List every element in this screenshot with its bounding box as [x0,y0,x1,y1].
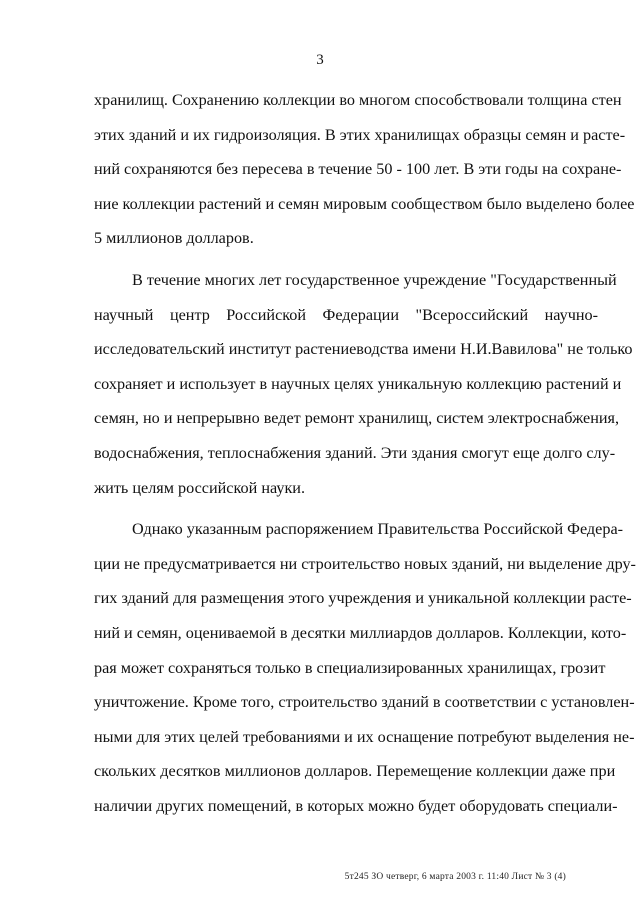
text-line: рая может сохраняться только в специализированных хранилищах, грозит [94,658,606,677]
body-text [94,83,636,823]
text-line: хранилищ. Сохранению коллекции во многом способствовали толщина стен [94,91,622,109]
text-line: ние коллекции растений и семян мировым сообществом было выделено более [94,194,635,213]
text-line: В течение многих лет государственное учреждение "Государственный [132,270,617,289]
print-footer: 5т245 ЗО четверг, 6 марта 2003 г. 11:40 Лист № 3 (4) [344,872,566,882]
text-line: научный центр Российской Федерации "Всероссийский научно- [94,305,598,324]
paragraph [94,512,636,823]
text-line: ции не предусматривается ни строительство новых зданий, ни выделение дру- [94,554,636,573]
text-line: исследовательский институт растениеводства имени Н.И.Вавилова" не только [94,340,633,359]
text-line: Однако указанным распоряжением Правительства Российской Федера- [132,520,624,539]
paragraph [94,83,635,256]
text-line: ными для этих целей требованиями и их оснащение потребуют выделения не- [94,727,635,746]
text-line: жить целям российской науки. [94,478,306,497]
text-line: ний сохраняются без пересева в течение 50 - 100 лет. В эти годы на сохране- [94,160,622,179]
text-line: этих зданий и их гидроизоляция. В этих хранилищах образцы семян и расте- [94,125,626,144]
text-line: наличии других помещений, в которых можно будет оборудовать специали- [94,796,618,815]
text-line: сохраняет и использует в научных целях уникальную коллекцию растений и [94,374,622,393]
text-line: уничтожение. Кроме того, строительство зданий в соответствии с установлен- [94,693,635,712]
text-line: 5 миллионов долларов. [94,229,254,248]
paragraph [94,263,633,505]
text-line: водоснабжения, теплоснабжения зданий. Эти здания смогут еще долго слу- [94,443,616,462]
page-number: 3 [316,52,324,68]
text-line: скольких десятков миллионов долларов. Перемещение коллекции даже при [94,762,616,781]
text-line: ний и семян, оцениваемой в десятки миллиардов долларов. Коллекции, кото- [94,623,627,642]
text-line: семян, но и непрерывно ведет ремонт хранилищ, систем электроснабжения, [94,409,620,428]
text-line: гих зданий для размещения этого учреждения и уникальной коллекции расте- [94,589,632,608]
